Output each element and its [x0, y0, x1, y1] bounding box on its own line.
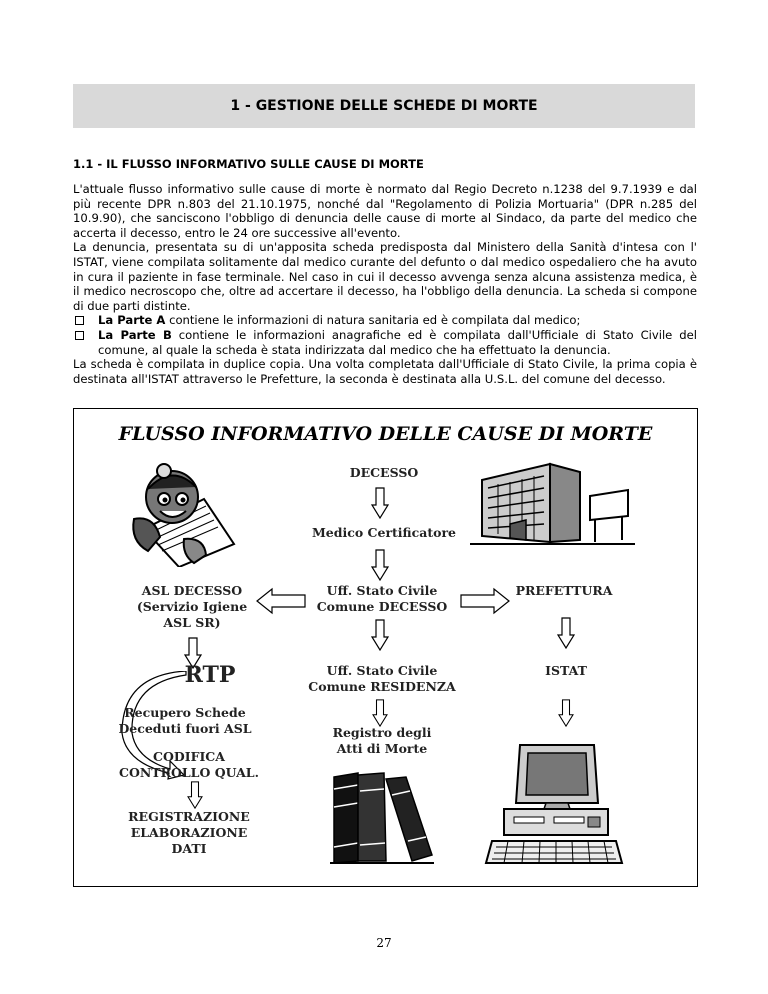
- node-decesso: DECESSO: [349, 465, 419, 480]
- diagram-title: FLUSSO INFORMATIVO DELLE CAUSE DI MORTE: [118, 423, 653, 445]
- books-clipart-icon: [326, 767, 436, 865]
- bullet-a-text: contiene le informazioni di natura sanitaria ed è compilata dal medico;: [165, 313, 581, 328]
- arrow-right-icon: [460, 587, 510, 615]
- paragraph-1: L'attuale flusso informativo sulle cause di morte è normato dal Regio Decreto n.1238 del 9.7.1939 e dal più recente DPR n.803 del 21.10.1975, nonché dal "Regolamento di Polizia Mortuaria" (DPR n.285 del 10.9.90), che sanciscono l'obbligo di denuncia delle cause di morte al Sindaco, da parte del medico che accerta il decesso, entro le 24 ore successive all'evento.: [73, 182, 697, 240]
- paragraph-3: La scheda è compilata in duplice copia. Una volta completata dall'Ufficiale di Stato Civile, la prima copia è destinata all'ISTAT attraverso le Prefetture, la seconda è destinata alla U.S.L. del comune del decesso.: [73, 357, 697, 386]
- arrow-down-icon: [557, 699, 575, 727]
- checkbox-bullet-icon: [75, 316, 84, 325]
- arrow-left-icon: [256, 587, 306, 615]
- computer-clipart-icon: [484, 741, 624, 865]
- chapter-title-bar: [73, 84, 695, 128]
- node-asl-decesso: ASL DECESSO (Servizio Igiene ASL SR): [136, 583, 248, 630]
- building-clipart-icon: [470, 454, 635, 549]
- arrow-down-icon: [371, 619, 389, 651]
- page-number: 27: [376, 936, 392, 950]
- bullet-parte-a: [73, 313, 697, 328]
- arrow-down-icon: [557, 617, 575, 649]
- chapter-title: 1 - GESTIONE DELLE SCHEDE DI MORTE: [230, 98, 538, 114]
- body-text: [73, 182, 697, 386]
- arrow-down-icon: [371, 699, 389, 727]
- bullet-a-bold: La Parte A: [98, 313, 166, 328]
- node-codifica: CODIFICA CONTROLLO QUAL.: [119, 749, 259, 780]
- node-medico-certificatore: Medico Certificatore: [311, 525, 457, 540]
- flow-diagram: [73, 408, 698, 887]
- bullet-b-bold: La Parte B: [98, 327, 172, 342]
- node-istat: ISTAT: [545, 663, 587, 678]
- node-uff-stato-civile-residenza: Uff. Stato Civile Comune RESIDENZA: [308, 663, 456, 694]
- paragraph-2: La denuncia, presentata su di un'apposita scheda predisposta dal Ministero della Sanità d'intesa con l' ISTAT, viene compilata solitamente dal medico curante del defunto o dal medico ospedaliero che ha avuto in cura il paziente in fase terminale. Nel caso in cui il decesso avvenga senza alcuna assistenza medica, è il medico necroscopo che, oltre ad accertare il decesso, ha l'obbligo della denuncia. La scheda si compone di due parti distinte.: [73, 240, 697, 313]
- node-recupero-schede: Recupero Schede Deceduti fuori ASL: [118, 705, 252, 736]
- checkbox-bullet-icon: [75, 331, 84, 340]
- node-rtp: RTP: [184, 662, 236, 688]
- bullet-parte-b: [73, 328, 697, 357]
- bullet-b-text: contiene le informazioni anagrafiche ed è compilata dall'Ufficiale di Stato Civile del comune, al quale la scheda è stata indirizzata dal medico che ha effettuato la denuncia.: [98, 327, 697, 357]
- doctor-clipart-icon: [124, 459, 242, 567]
- node-registrazione: REGISTRAZIONE ELABORAZIONE DATI: [128, 809, 250, 856]
- arrow-down-icon: [371, 549, 389, 581]
- node-prefettura: PREFETTURA: [515, 583, 613, 598]
- arrow-down-icon: [371, 487, 389, 519]
- section-heading: 1.1 - IL FLUSSO INFORMATIVO SULLE CAUSE DI MORTE: [73, 157, 424, 171]
- node-registro-atti: Registro degli Atti di Morte: [332, 725, 432, 756]
- arrow-down-icon: [186, 781, 204, 809]
- node-uff-stato-civile-decesso: Uff. Stato Civile Comune DECESSO: [316, 583, 448, 614]
